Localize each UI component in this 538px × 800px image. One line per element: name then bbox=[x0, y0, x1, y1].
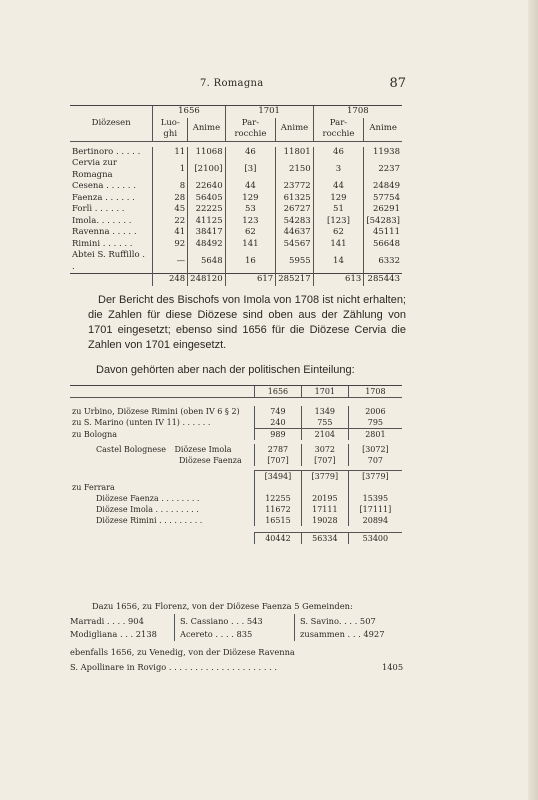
value: 11672 bbox=[255, 504, 302, 515]
value: [707] bbox=[301, 455, 348, 466]
parrocchie-1708: 46 bbox=[313, 147, 364, 159]
modigliana: Modigliana . . . 2138 bbox=[70, 629, 157, 639]
subtotal: [3494] bbox=[255, 471, 302, 483]
imola-label: Diözese Imola bbox=[174, 445, 232, 454]
value: 19028 bbox=[301, 515, 348, 526]
luoghi: 41 bbox=[153, 227, 188, 239]
lead-sentence: Davon gehörten aber nach der politischen Einteilung: bbox=[96, 364, 355, 376]
ferrara-label: zu Ferrara bbox=[72, 483, 115, 492]
anime-1708: 2237 bbox=[364, 158, 402, 181]
col-diozesen: Diözesen bbox=[70, 106, 153, 142]
diocese-name: Forlì . . . . . . bbox=[72, 204, 125, 214]
anime-1656: 38417 bbox=[188, 227, 225, 239]
anime-1656: 5648 bbox=[188, 250, 225, 274]
anime-1701: 44637 bbox=[276, 227, 313, 239]
value: 795 bbox=[348, 417, 402, 429]
total-parrocchie-1701: 617 bbox=[225, 274, 276, 286]
table-row bbox=[70, 158, 402, 181]
col-anime: Anime bbox=[276, 118, 313, 142]
subtotal: [3779] bbox=[301, 471, 348, 483]
parrocchie-1708: 141 bbox=[313, 239, 364, 251]
parrocchie-1708: 44 bbox=[313, 181, 364, 193]
anime-1701: 54283 bbox=[276, 216, 313, 228]
savino: S. Savino. . . . 507 bbox=[300, 616, 376, 626]
anime-1656: 22640 bbox=[188, 181, 225, 193]
ferrara-row-label: Diözese Faenza . . . . . . . . bbox=[96, 494, 200, 503]
anime-1708: 26291 bbox=[364, 204, 402, 216]
parrocchie-1701: 16 bbox=[225, 250, 276, 274]
total-anime-1708: 285443 bbox=[364, 274, 402, 286]
col-luoghi: Luo-ghi bbox=[153, 118, 188, 142]
table-row bbox=[70, 227, 402, 239]
col-parrocchie: Par-rocchie bbox=[313, 118, 364, 142]
anime-1708: [54283] bbox=[364, 216, 402, 228]
anime-1708: 11938 bbox=[364, 147, 402, 159]
anime-1656: [2100] bbox=[188, 158, 225, 181]
value: 2787 bbox=[255, 444, 302, 455]
acereto: Acereto . . . . 835 bbox=[180, 629, 253, 639]
marino-label: zu S. Marino (unten IV 11) . . . . . . bbox=[72, 418, 211, 428]
parrocchie-1701: 123 bbox=[225, 216, 276, 228]
anime-1708: 57754 bbox=[364, 193, 402, 205]
parrocchie-1701: 141 bbox=[225, 239, 276, 251]
subtotal: 2104 bbox=[301, 429, 348, 441]
luoghi: 1 bbox=[153, 158, 188, 181]
page-number: 87 bbox=[389, 76, 406, 91]
parrocchie-1701: 129 bbox=[225, 193, 276, 205]
year-1701: 1701 bbox=[301, 386, 348, 398]
value: 16515 bbox=[255, 515, 302, 526]
subtotal: [3779] bbox=[348, 471, 402, 483]
value: 2006 bbox=[348, 406, 402, 417]
footnote-line: Dazu 1656, zu Florenz, von der Diözese Faenza 5 Gemeinden: bbox=[92, 601, 353, 611]
urbino-label: zu Urbino, Diözese Rimini (oben IV 6 § 2) bbox=[72, 407, 240, 416]
col-anime: Anime bbox=[364, 118, 402, 142]
total-anime-1656: 248120 bbox=[188, 274, 225, 286]
anime-1701: 5955 bbox=[276, 250, 313, 274]
diocese-name: Faenza . . . . . . bbox=[72, 192, 135, 203]
grand-total: 56334 bbox=[301, 533, 348, 545]
anime-1701: 61325 bbox=[276, 193, 313, 205]
luoghi: 92 bbox=[153, 239, 188, 251]
value: 707 bbox=[348, 455, 402, 466]
cassiano: S. Cassiano . . . 543 bbox=[180, 616, 263, 626]
luoghi: 22 bbox=[153, 216, 188, 228]
value: 240 bbox=[255, 417, 302, 429]
diocese-name: Cesena . . . . . . bbox=[72, 181, 136, 191]
col-anime: Anime bbox=[188, 118, 225, 142]
anime-1708: 56648 bbox=[364, 239, 402, 251]
anime-1701: 11801 bbox=[276, 147, 313, 159]
total-anime-1701: 285217 bbox=[276, 274, 313, 286]
diocese-name: Abtei S. Ruffillo . . bbox=[72, 250, 145, 272]
parrocchie-1708: 129 bbox=[313, 193, 364, 205]
anime-1701: 54567 bbox=[276, 239, 313, 251]
value: 749 bbox=[255, 406, 302, 417]
parrocchie-1701: 44 bbox=[225, 181, 276, 193]
anime-1656: 22225 bbox=[188, 204, 225, 216]
table-row bbox=[70, 181, 402, 193]
grand-total: 40442 bbox=[255, 533, 302, 545]
year-1708: 1708 bbox=[348, 386, 402, 398]
apollinare-value: 1405 bbox=[382, 662, 404, 672]
table-row bbox=[70, 216, 402, 228]
table-row bbox=[70, 147, 402, 159]
parrocchie-1708: [123] bbox=[313, 216, 364, 228]
subtotal: 2801 bbox=[348, 429, 402, 441]
value: 20195 bbox=[301, 493, 348, 504]
grand-total: 53400 bbox=[348, 533, 402, 545]
anime-1656: 41125 bbox=[188, 216, 225, 228]
parrocchie-1701: [3] bbox=[225, 158, 276, 181]
anime-1701: 26727 bbox=[276, 204, 313, 216]
diocese-name: Rimini . . . . . . bbox=[72, 238, 133, 249]
diocese-name: Cervia zur Romagna bbox=[72, 158, 117, 180]
table-body bbox=[70, 147, 402, 274]
subtotal: 989 bbox=[255, 429, 302, 441]
parrocchie-1708: 3 bbox=[313, 158, 364, 181]
value: 1349 bbox=[301, 406, 348, 417]
parrocchie-1708: 51 bbox=[313, 204, 364, 216]
total-parrocchie-1708: 613 bbox=[313, 274, 364, 286]
faenza-label: Diözese Faenza bbox=[179, 456, 242, 465]
table-row bbox=[70, 250, 402, 274]
zusammen: zusammen . . . 4927 bbox=[300, 629, 385, 639]
footnote-line: ebenfalls 1656, zu Venedig, von der Diözese Ravenna bbox=[70, 647, 295, 657]
value: [707] bbox=[255, 455, 302, 466]
parrocchie-1701: 53 bbox=[225, 204, 276, 216]
castel-bolognese-label: Castel Bolognese bbox=[96, 445, 166, 454]
col-parrocchie: Par-rocchie bbox=[225, 118, 276, 142]
value: 755 bbox=[301, 417, 348, 429]
value: 15395 bbox=[348, 493, 402, 504]
chapter-title: 7. Romagna bbox=[200, 78, 264, 89]
value: [3072] bbox=[348, 444, 402, 455]
diocese-name: Bertinoro . . . . . bbox=[72, 146, 141, 157]
table-row bbox=[70, 204, 402, 216]
anime-1656: 56405 bbox=[188, 193, 225, 205]
political-division-table bbox=[70, 385, 402, 544]
value: 17111 bbox=[301, 504, 348, 515]
parrocchie-1701: 46 bbox=[225, 147, 276, 159]
diocese-name: Ravenna . . . . . bbox=[72, 227, 137, 237]
body-paragraph bbox=[88, 293, 406, 353]
luoghi: 8 bbox=[153, 181, 188, 193]
table-row bbox=[70, 193, 402, 205]
col-1701: 1701 bbox=[225, 106, 313, 118]
page-edge bbox=[528, 0, 538, 800]
diocese-name: Imola. . . . . . . bbox=[72, 215, 132, 226]
parrocchie-1708: 14 bbox=[313, 250, 364, 274]
col-1656: 1656 bbox=[153, 106, 225, 118]
anime-1656: 48492 bbox=[188, 239, 225, 251]
population-table bbox=[70, 105, 402, 286]
anime-1708: 45111 bbox=[364, 227, 402, 239]
ferrara-row-label: Diözese Imola . . . . . . . . . bbox=[96, 505, 199, 514]
year-1656: 1656 bbox=[255, 386, 302, 398]
anime-1708: 6332 bbox=[364, 250, 402, 274]
parrocchie-1708: 62 bbox=[313, 227, 364, 239]
anime-1708: 24849 bbox=[364, 181, 402, 193]
value: 12255 bbox=[255, 493, 302, 504]
marradi: Marradi . . . . 904 bbox=[70, 616, 144, 626]
col-1708: 1708 bbox=[313, 106, 402, 118]
apollinare: S. Apollinare in Rovigo . . . . . . . . . . . . . . . . . . . . . bbox=[70, 662, 278, 672]
bologna-label: zu Bologna bbox=[72, 429, 118, 439]
parrocchie-1701: 62 bbox=[225, 227, 276, 239]
total-luoghi: 248 bbox=[153, 274, 188, 286]
value: [17111] bbox=[348, 504, 402, 515]
value: 20894 bbox=[348, 515, 402, 526]
anime-1656: 11068 bbox=[188, 147, 225, 159]
table-row bbox=[70, 239, 402, 251]
luoghi: — bbox=[153, 250, 188, 274]
luoghi: 45 bbox=[153, 204, 188, 216]
anime-1701: 2150 bbox=[276, 158, 313, 181]
anime-1701: 23772 bbox=[276, 181, 313, 193]
luoghi: 11 bbox=[153, 147, 188, 159]
paragraph-text: Der Bericht des Bischofs von Imola von 1708 ist nicht erhalten; die Zahlen für diese Diözese sind oben aus der Zählung von 1701 eingesetzt; ebenso sind 1656 für die Diözese Cervia die Zahlen von 1701 eingesetzt. bbox=[88, 294, 406, 351]
value: 3072 bbox=[301, 444, 348, 455]
ferrara-row-label: Diözese Rimini . . . . . . . . . bbox=[96, 516, 203, 525]
luoghi: 28 bbox=[153, 193, 188, 205]
